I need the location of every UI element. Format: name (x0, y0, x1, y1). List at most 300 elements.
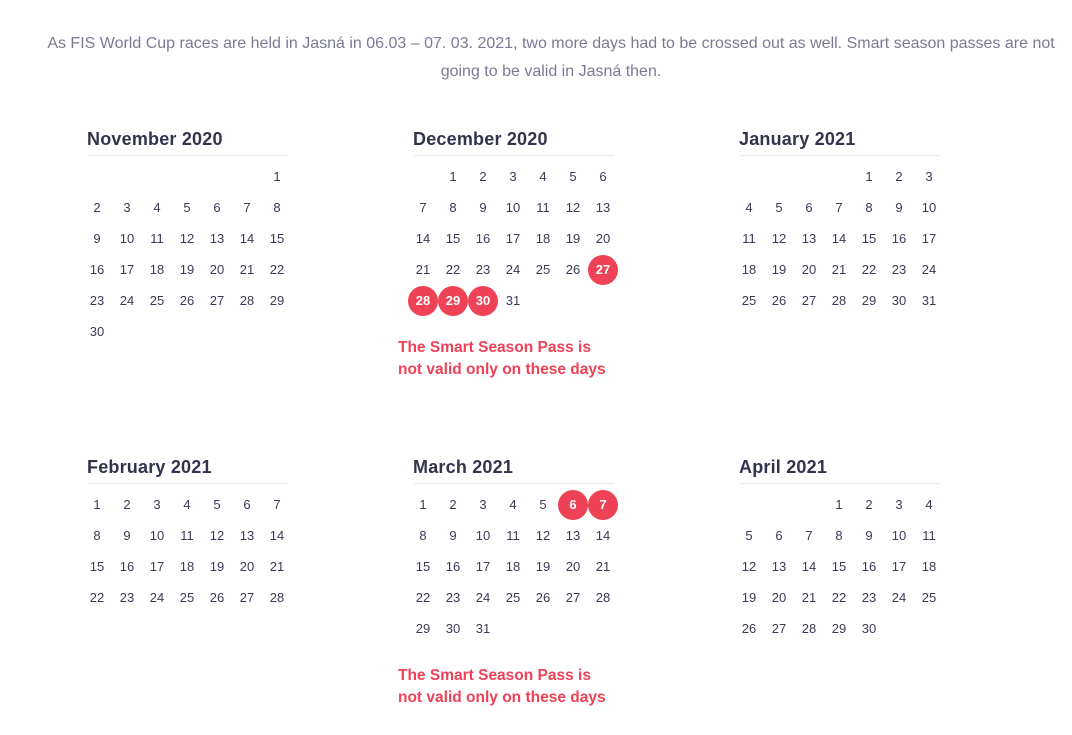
day-number: 3 (925, 169, 933, 184)
day-number: 13 (595, 200, 611, 215)
empty-day-cell (82, 161, 112, 192)
month-title: December 2020 (413, 129, 548, 149)
day-cell (884, 223, 914, 254)
empty-day-cell (764, 161, 794, 192)
day-cell (498, 520, 528, 551)
day-number: 7 (805, 528, 813, 543)
day-cell (764, 223, 794, 254)
day-number: 13 (801, 231, 817, 246)
month-divider (740, 483, 940, 484)
day-cell (558, 582, 588, 613)
month-title: November 2020 (87, 129, 223, 149)
day-cell (408, 223, 438, 254)
day-number: 6 (599, 169, 607, 184)
day-number: 18 (179, 559, 195, 574)
day-number: 20 (209, 262, 225, 277)
day-number: 27 (209, 293, 225, 308)
day-cell (82, 192, 112, 223)
day-number: 16 (861, 559, 877, 574)
day-cell (884, 582, 914, 613)
day-number: 21 (415, 262, 431, 277)
day-cell (854, 192, 884, 223)
day-cell (438, 254, 468, 285)
day-cell (172, 223, 202, 254)
day-number: 20 (771, 590, 787, 605)
day-number: 3 (509, 169, 517, 184)
day-cell (408, 192, 438, 223)
day-cell (112, 520, 142, 551)
day-cell (82, 582, 112, 613)
day-number: 23 (89, 293, 105, 308)
calendar-november-2020 (88, 127, 298, 347)
day-cell (734, 192, 764, 223)
day-cell (824, 285, 854, 316)
day-cell (588, 161, 618, 192)
day-number: 14 (239, 231, 255, 246)
day-cell (884, 285, 914, 316)
day-cell (588, 223, 618, 254)
day-cell (172, 551, 202, 582)
day-cell (528, 582, 558, 613)
day-cell (854, 285, 884, 316)
day-cell (498, 489, 528, 520)
day-cell (764, 582, 794, 613)
day-cell (468, 613, 498, 644)
day-cell (262, 254, 292, 285)
day-number: 6 (775, 528, 783, 543)
day-number: 19 (771, 262, 787, 277)
day-cell (914, 161, 944, 192)
day-number: 5 (213, 497, 221, 512)
day-cell (794, 223, 824, 254)
day-number: 31 (921, 293, 937, 308)
day-cell (112, 254, 142, 285)
day-number: 9 (93, 231, 101, 246)
day-number: 29 (831, 621, 847, 636)
day-number: 1 (273, 169, 281, 184)
day-number: 25 (921, 590, 937, 605)
day-number: 18 (741, 262, 757, 277)
day-cell (498, 161, 528, 192)
day-number: 7 (243, 200, 251, 215)
day-number: 9 (449, 528, 457, 543)
day-cell (262, 582, 292, 613)
day-cell (528, 192, 558, 223)
day-grid (734, 161, 950, 316)
day-number: 7 (835, 200, 843, 215)
empty-day-cell (408, 161, 438, 192)
day-cell (558, 223, 588, 254)
day-number: 11 (536, 200, 550, 215)
day-cell (438, 613, 468, 644)
day-cell (142, 489, 172, 520)
day-cell (824, 489, 854, 520)
day-number: 25 (505, 590, 521, 605)
day-cell (884, 520, 914, 551)
day-number: 26 (771, 293, 787, 308)
day-cell (528, 520, 558, 551)
day-cell (734, 285, 764, 316)
day-number: 10 (505, 200, 521, 215)
day-number: 31 (505, 293, 521, 308)
day-cell (82, 520, 112, 551)
day-number: 6 (243, 497, 251, 512)
day-cell (468, 192, 498, 223)
day-number: 24 (505, 262, 521, 277)
month-divider (740, 155, 940, 156)
day-cell (262, 161, 292, 192)
day-cell (408, 254, 438, 285)
day-cell (82, 254, 112, 285)
day-number: 13 (771, 559, 787, 574)
day-cell (172, 254, 202, 285)
day-number: 8 (273, 200, 281, 215)
empty-day-cell (824, 161, 854, 192)
day-number: 17 (475, 559, 491, 574)
day-number: 29 (415, 621, 431, 636)
day-cell (588, 520, 618, 551)
day-number: 13 (565, 528, 581, 543)
day-number: 19 (741, 590, 757, 605)
day-cell (824, 551, 854, 582)
day-number: 19 (209, 559, 225, 574)
day-cell (794, 551, 824, 582)
day-number: 2 (449, 497, 457, 512)
day-cell (734, 223, 764, 254)
day-cell (854, 551, 884, 582)
day-cell (172, 520, 202, 551)
day-number: 17 (505, 231, 521, 246)
calendar-january-2021 (740, 127, 950, 316)
day-cell (202, 489, 232, 520)
day-cell (764, 551, 794, 582)
empty-day-cell (172, 161, 202, 192)
day-number: 30 (89, 324, 105, 339)
day-cell (142, 192, 172, 223)
day-number: 22 (831, 590, 847, 605)
day-cell (914, 489, 944, 520)
day-number: 12 (771, 231, 787, 246)
day-cell (468, 582, 498, 613)
day-number: 30 (468, 286, 498, 316)
day-number: 3 (123, 200, 131, 215)
day-number: 4 (745, 200, 753, 215)
day-cell (408, 582, 438, 613)
day-cell (854, 613, 884, 644)
day-number: 22 (445, 262, 461, 277)
day-cell (558, 551, 588, 582)
day-cell (884, 489, 914, 520)
day-number: 18 (921, 559, 937, 574)
day-number: 2 (895, 169, 903, 184)
day-number: 12 (209, 528, 225, 543)
day-cell (468, 551, 498, 582)
day-cell (202, 223, 232, 254)
calendar-april-2021 (740, 455, 950, 644)
day-cell (824, 613, 854, 644)
day-cell (82, 489, 112, 520)
month-title: January 2021 (739, 129, 856, 149)
day-cell-blocked (468, 285, 498, 316)
day-grid (408, 161, 624, 316)
day-cell (824, 520, 854, 551)
calendar-december-2020 (414, 127, 624, 316)
day-cell (202, 551, 232, 582)
day-number: 4 (153, 200, 161, 215)
day-cell (112, 582, 142, 613)
day-cell (172, 192, 202, 223)
day-number: 11 (742, 231, 756, 246)
day-cell (914, 192, 944, 223)
day-cell (558, 161, 588, 192)
day-cell (498, 192, 528, 223)
day-cell (884, 551, 914, 582)
day-number: 17 (921, 231, 937, 246)
day-number: 22 (269, 262, 285, 277)
day-number: 12 (179, 231, 195, 246)
day-number: 14 (415, 231, 431, 246)
day-cell (142, 223, 172, 254)
day-cell (232, 192, 262, 223)
day-number: 22 (415, 590, 431, 605)
day-number: 12 (741, 559, 757, 574)
day-number: 22 (861, 262, 877, 277)
day-cell (262, 192, 292, 223)
day-number: 24 (119, 293, 135, 308)
day-number: 15 (445, 231, 461, 246)
day-number: 26 (209, 590, 225, 605)
day-number: 8 (93, 528, 101, 543)
day-number: 15 (861, 231, 877, 246)
day-number: 13 (209, 231, 225, 246)
day-number: 18 (535, 231, 551, 246)
day-cell (884, 161, 914, 192)
calendar-march-2021 (414, 455, 624, 644)
day-cell-blocked (588, 254, 618, 285)
day-number: 1 (419, 497, 427, 512)
day-number: 31 (475, 621, 491, 636)
day-number: 28 (801, 621, 817, 636)
day-cell (498, 285, 528, 316)
day-cell-blocked (588, 489, 618, 520)
day-cell (914, 254, 944, 285)
day-number: 4 (925, 497, 933, 512)
day-number: 11 (922, 528, 936, 543)
note-line-2: not valid only on these days (398, 689, 606, 706)
day-cell (438, 489, 468, 520)
day-cell (142, 520, 172, 551)
day-cell (232, 285, 262, 316)
day-cell (854, 223, 884, 254)
day-number: 2 (93, 200, 101, 215)
day-number: 8 (449, 200, 457, 215)
day-cell (468, 223, 498, 254)
day-number: 8 (865, 200, 873, 215)
day-cell (408, 520, 438, 551)
day-cell (824, 254, 854, 285)
day-number: 11 (180, 528, 194, 543)
day-number: 20 (595, 231, 611, 246)
day-cell (794, 520, 824, 551)
day-number: 5 (539, 497, 547, 512)
day-number: 8 (419, 528, 427, 543)
day-number: 20 (239, 559, 255, 574)
day-cell-blocked (438, 285, 468, 316)
day-number: 25 (741, 293, 757, 308)
day-number: 5 (569, 169, 577, 184)
day-number: 5 (775, 200, 783, 215)
day-number: 14 (831, 231, 847, 246)
empty-day-cell (112, 161, 142, 192)
day-cell (468, 489, 498, 520)
day-cell (202, 582, 232, 613)
day-cell (262, 551, 292, 582)
day-number: 2 (865, 497, 873, 512)
day-number: 25 (179, 590, 195, 605)
day-cell (438, 192, 468, 223)
empty-day-cell (734, 161, 764, 192)
day-number: 6 (213, 200, 221, 215)
day-number: 20 (801, 262, 817, 277)
empty-day-cell (794, 489, 824, 520)
day-cell (232, 254, 262, 285)
day-cell (588, 551, 618, 582)
day-number: 9 (895, 200, 903, 215)
day-cell (794, 254, 824, 285)
day-cell (438, 161, 468, 192)
day-number: 6 (805, 200, 813, 215)
day-cell (854, 520, 884, 551)
day-grid (82, 161, 298, 347)
day-cell (142, 254, 172, 285)
day-cell (854, 582, 884, 613)
day-cell (438, 582, 468, 613)
day-number: 19 (565, 231, 581, 246)
day-cell-blocked (558, 489, 588, 520)
note-line-2: not valid only on these days (398, 361, 606, 378)
day-number: 21 (801, 590, 817, 605)
day-cell (558, 254, 588, 285)
day-number: 18 (149, 262, 165, 277)
calendar-february-2021 (88, 455, 298, 613)
day-cell (172, 285, 202, 316)
day-number: 16 (445, 559, 461, 574)
day-cell (202, 192, 232, 223)
day-number: 10 (119, 231, 135, 246)
day-cell (558, 192, 588, 223)
day-cell (468, 520, 498, 551)
day-cell (112, 551, 142, 582)
day-number: 7 (588, 490, 618, 520)
day-cell (734, 254, 764, 285)
day-number: 27 (801, 293, 817, 308)
day-cell (82, 285, 112, 316)
day-cell (734, 520, 764, 551)
day-cell (202, 285, 232, 316)
day-number: 14 (269, 528, 285, 543)
day-cell (884, 192, 914, 223)
day-number: 10 (891, 528, 907, 543)
day-number: 9 (123, 528, 131, 543)
day-number: 15 (415, 559, 431, 574)
month-divider (88, 483, 288, 484)
day-cell (764, 613, 794, 644)
day-number: 23 (861, 590, 877, 605)
day-number: 13 (239, 528, 255, 543)
day-cell (794, 285, 824, 316)
day-cell (438, 520, 468, 551)
day-number: 21 (831, 262, 847, 277)
day-number: 14 (801, 559, 817, 574)
day-cell (764, 254, 794, 285)
day-number: 12 (535, 528, 551, 543)
day-number: 1 (835, 497, 843, 512)
day-number: 27 (771, 621, 787, 636)
day-number: 15 (89, 559, 105, 574)
day-cell (794, 582, 824, 613)
day-cell (232, 223, 262, 254)
day-cell (764, 520, 794, 551)
day-number: 19 (535, 559, 551, 574)
day-number: 21 (269, 559, 285, 574)
day-cell (498, 223, 528, 254)
day-number: 25 (149, 293, 165, 308)
month-divider (88, 155, 288, 156)
day-cell (468, 254, 498, 285)
day-number: 6 (558, 490, 588, 520)
day-number: 22 (89, 590, 105, 605)
day-cell (112, 285, 142, 316)
month-title: March 2021 (413, 457, 514, 477)
day-cell (82, 551, 112, 582)
day-number: 30 (861, 621, 877, 636)
day-number: 1 (449, 169, 457, 184)
day-number: 16 (891, 231, 907, 246)
day-number: 8 (835, 528, 843, 543)
day-number: 26 (179, 293, 195, 308)
day-cell (112, 223, 142, 254)
day-number: 23 (891, 262, 907, 277)
day-cell (914, 520, 944, 551)
day-cell (824, 582, 854, 613)
note-line-1: The Smart Season Pass is (398, 667, 591, 684)
day-number: 28 (831, 293, 847, 308)
day-cell (914, 223, 944, 254)
day-cell (498, 551, 528, 582)
day-cell (588, 582, 618, 613)
empty-day-cell (142, 161, 172, 192)
day-cell (558, 520, 588, 551)
day-number: 10 (149, 528, 165, 543)
day-number: 16 (89, 262, 105, 277)
day-cell (408, 613, 438, 644)
day-cell (794, 613, 824, 644)
day-number: 19 (179, 262, 195, 277)
day-number: 16 (475, 231, 491, 246)
day-number: 10 (475, 528, 491, 543)
day-number: 21 (595, 559, 611, 574)
day-number: 3 (895, 497, 903, 512)
day-cell (112, 192, 142, 223)
day-cell (734, 582, 764, 613)
day-number: 24 (149, 590, 165, 605)
day-number: 3 (479, 497, 487, 512)
day-number: 1 (93, 497, 101, 512)
day-number: 16 (119, 559, 135, 574)
day-cell (528, 489, 558, 520)
day-cell (528, 551, 558, 582)
day-number: 5 (745, 528, 753, 543)
